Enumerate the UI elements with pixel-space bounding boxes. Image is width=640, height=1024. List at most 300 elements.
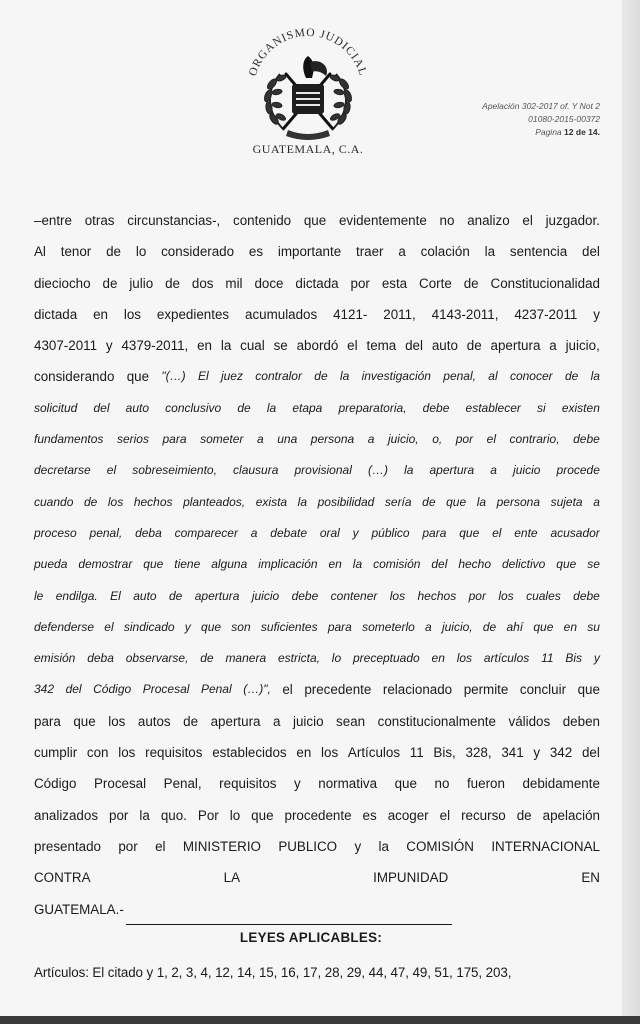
word: a (273, 713, 281, 729)
word: debe (422, 400, 450, 415)
word: debate (270, 525, 307, 540)
word: comisión (373, 557, 421, 572)
word: los (118, 745, 136, 761)
word: suficientes (260, 619, 318, 634)
page-total: 14. (588, 127, 600, 137)
word: etapa (292, 400, 323, 415)
word: mil (225, 275, 243, 291)
word: apertura (194, 588, 240, 603)
word: provisional (294, 463, 352, 478)
word: auto (133, 588, 157, 603)
word: persona (310, 432, 355, 447)
word: del (93, 400, 110, 415)
word: la (339, 369, 350, 384)
word: de (102, 275, 118, 291)
word: de (422, 494, 436, 509)
word: el (492, 525, 502, 540)
word: endilga. (55, 588, 98, 603)
word: serios (116, 432, 149, 447)
last-line-text: GUATEMALA.- (34, 901, 124, 917)
word: juez (220, 369, 243, 384)
word: que (251, 807, 274, 823)
word: y (105, 338, 113, 354)
word: es (248, 244, 264, 260)
word: juicio, (565, 338, 600, 354)
word: expedientes (156, 306, 230, 322)
text-line (34, 361, 600, 392)
word: acusador (550, 525, 600, 540)
word: cumplir (34, 745, 78, 761)
word: posibilidad (317, 494, 375, 509)
word: la (139, 807, 150, 823)
word: juicio (513, 463, 541, 478)
word: del (405, 338, 423, 354)
text-line (34, 768, 600, 799)
text-line (34, 330, 600, 361)
word: a (250, 525, 258, 540)
word: circunstancias-, (127, 213, 221, 228)
word: de (466, 338, 482, 354)
word: apertura (210, 713, 261, 729)
word: debe (573, 432, 600, 447)
word: procede (556, 463, 600, 478)
word: los (123, 306, 141, 322)
word: Bis (565, 651, 583, 666)
word: a (425, 619, 432, 634)
word: para (162, 432, 187, 447)
word: una (277, 432, 298, 447)
word: Código (93, 682, 132, 697)
word: dictada (34, 306, 78, 322)
word: 11 (541, 651, 554, 666)
word: 4379-2011, (121, 338, 189, 354)
word: (…)", (243, 682, 271, 697)
text-line (34, 393, 600, 424)
word: observarse, (125, 651, 189, 666)
text-line (34, 236, 600, 267)
word: a (367, 432, 375, 447)
word: 4237-2011 (514, 306, 578, 322)
text-line (34, 581, 600, 612)
seal-caption: GUATEMALA, C.A. (252, 142, 364, 156)
word: del (431, 557, 448, 572)
word: que (533, 619, 554, 634)
word: 11 (409, 745, 424, 761)
word: El (197, 369, 209, 384)
word: que (394, 776, 417, 792)
word: debe (573, 588, 600, 603)
word: El (110, 588, 121, 603)
word: quo. (160, 807, 187, 823)
word: de (482, 619, 497, 634)
word: el (486, 432, 496, 447)
word: que (201, 619, 222, 634)
word: juicio (251, 588, 280, 603)
word: cuando (34, 494, 74, 509)
word: hecho (458, 557, 492, 572)
word: el (522, 213, 533, 228)
word: el (439, 807, 451, 823)
word: considerando (34, 369, 115, 385)
word: cual (240, 338, 265, 354)
word: contener (330, 588, 378, 603)
word: cuales (526, 588, 561, 603)
word: precedente (304, 682, 372, 698)
word: de (168, 588, 183, 603)
text-line (34, 737, 600, 768)
word: a (593, 494, 600, 509)
word: tiene (174, 557, 201, 572)
word: artículos (483, 651, 530, 666)
word: normativa (318, 776, 378, 792)
word: tenor (60, 244, 92, 260)
word: se (587, 557, 600, 572)
word: oral (319, 525, 340, 540)
text-line (34, 299, 600, 330)
fill-rule (126, 894, 452, 925)
word: emisión (34, 651, 76, 666)
page-current: 12 (564, 127, 574, 137)
page-label: Pagina (535, 127, 562, 137)
word: sean (336, 713, 366, 729)
word: con (86, 745, 109, 761)
word: lo (331, 651, 342, 666)
word: estricta, (277, 651, 320, 666)
word: Por (197, 807, 219, 823)
word: el (282, 682, 293, 698)
word: que (446, 494, 467, 509)
word: le (34, 588, 44, 603)
word: no (439, 213, 455, 228)
word: colación (420, 244, 470, 260)
word: a (549, 338, 557, 354)
word: contralor (255, 369, 302, 384)
word: permite (463, 682, 509, 698)
word: establecidos (212, 745, 287, 761)
word: dictada (295, 275, 339, 291)
word: Al (34, 244, 46, 260)
word: deba (87, 651, 114, 666)
word: en (431, 651, 445, 666)
text-line (34, 549, 600, 580)
word: sobreseimiento, (132, 463, 217, 478)
word: por (109, 807, 129, 823)
word: los (321, 745, 339, 761)
word: ente (514, 525, 538, 540)
word: concluir (519, 682, 567, 698)
word: a (398, 244, 406, 260)
word: conclusivo (165, 400, 222, 415)
case-reference (482, 100, 600, 139)
word: relacionado (382, 682, 453, 698)
word: en (328, 557, 342, 572)
case-number: 01080-2015-00372 (528, 114, 600, 124)
word: Corte (419, 275, 452, 291)
word: Procesal (93, 776, 147, 792)
word: que (73, 713, 96, 729)
word: que (303, 213, 327, 228)
word: 4307-2011 (34, 338, 98, 354)
word: los (389, 588, 406, 603)
word: analizo (467, 213, 510, 228)
word: para (327, 619, 352, 634)
word: Constitucionalidad (490, 275, 600, 291)
word: de (106, 244, 122, 260)
word: no (434, 776, 450, 792)
word: establecer (465, 400, 521, 415)
word: COMISIÓN (406, 838, 474, 854)
word: existen (561, 400, 600, 415)
word: fueron (466, 776, 505, 792)
word: de (314, 369, 328, 384)
word: y (593, 306, 600, 322)
word: a (256, 432, 264, 447)
word: esta (381, 275, 408, 291)
word: sería (384, 494, 412, 509)
word: julio (129, 275, 154, 291)
word: 4143-2011, (431, 306, 499, 322)
word: importante (277, 244, 342, 260)
word: válidos (508, 713, 551, 729)
page-edge (622, 0, 640, 1024)
word: el (347, 338, 358, 354)
word: ahí (506, 619, 524, 634)
word: planteados, (183, 494, 246, 509)
bottom-bar (0, 1016, 640, 1024)
section-heading: LEYES APLICABLES: (239, 930, 383, 945)
word: debidamente (522, 776, 600, 792)
word: deba (135, 525, 162, 540)
word: hechos (133, 494, 173, 509)
page-separator: de (575, 127, 586, 137)
word: autos (137, 713, 171, 729)
word: de (463, 275, 479, 291)
word: apertura (429, 463, 475, 478)
word: EN (581, 870, 600, 886)
word: 342 (549, 745, 573, 761)
word: demostrar (78, 557, 133, 572)
text-line (34, 612, 600, 643)
word: de (183, 713, 199, 729)
text-line (34, 455, 600, 486)
word: Penal (200, 682, 232, 697)
word: y (354, 838, 362, 854)
word: tema (366, 338, 397, 354)
word: delictivo (501, 557, 546, 572)
word: el (104, 619, 114, 634)
word: auto (431, 338, 458, 354)
word: por (118, 838, 138, 854)
word: por (455, 432, 474, 447)
word: que (143, 557, 164, 572)
word: son (231, 619, 251, 634)
word: la (266, 400, 277, 415)
word: contenido (233, 213, 292, 228)
text-line (34, 518, 600, 549)
word: del (65, 682, 82, 697)
word: de (237, 400, 251, 415)
word: apelación (542, 807, 600, 823)
word: es (362, 807, 377, 823)
word: presentado (34, 838, 102, 854)
page-number (482, 126, 600, 139)
word: dieciocho (34, 275, 91, 291)
word: acoger (387, 807, 429, 823)
text-line (34, 674, 600, 705)
word: CONTRA (34, 870, 91, 886)
word: comparecer (174, 525, 238, 540)
word: decretarse (34, 463, 91, 478)
word: INTERNACIONAL (491, 838, 600, 854)
text-line (34, 424, 600, 455)
word: "(…) (161, 369, 186, 384)
word: la (404, 463, 414, 478)
word: someter (200, 432, 244, 447)
word: la (484, 244, 496, 260)
word: deben (562, 713, 600, 729)
word: y (533, 745, 541, 761)
word: requisitos (219, 776, 277, 792)
word: evidentemente (338, 213, 427, 228)
word: en (93, 306, 108, 322)
word: que (126, 369, 150, 385)
word: el (106, 463, 117, 478)
word: penal, (443, 369, 476, 384)
word: y (184, 619, 191, 634)
word: en (197, 338, 212, 354)
word: de (516, 807, 532, 823)
word: LA (223, 870, 241, 886)
word: del (581, 745, 600, 761)
word: para (34, 713, 61, 729)
word: apertura (490, 338, 541, 354)
word: y (294, 776, 301, 792)
text-line (34, 800, 600, 831)
word: el (155, 838, 166, 854)
word: traer (355, 244, 384, 260)
word: de (83, 494, 98, 509)
word: y (593, 651, 600, 666)
word: preceptuado (352, 651, 420, 666)
word: 342 (34, 682, 55, 697)
word: PUBLICO (278, 838, 338, 854)
word: contrario, (509, 432, 560, 447)
word: alguna (211, 557, 248, 572)
word: los (108, 713, 126, 729)
text-line-last (34, 894, 600, 925)
word: sindicado (123, 619, 175, 634)
word: se (273, 338, 288, 354)
word: en (563, 619, 577, 634)
word: que (556, 557, 577, 572)
word: Artículos (347, 745, 401, 761)
word: los (498, 588, 514, 603)
case-line: Apelación 302-2017 of. Y Not 2 (482, 101, 600, 111)
word: 328, (465, 745, 492, 761)
word: por (350, 275, 370, 291)
word: penal, (89, 525, 123, 540)
judicial-seal-logo (232, 12, 384, 162)
word: sujeta (550, 494, 583, 509)
word: y (352, 525, 359, 540)
word: lo (135, 244, 147, 260)
word: de (564, 369, 579, 384)
word: la (297, 494, 308, 509)
word: los (107, 494, 124, 509)
word: constitucionalmente (377, 713, 496, 729)
word: investigación (361, 369, 431, 384)
word: su (587, 619, 600, 634)
word: lo (229, 807, 241, 823)
word: juicio, (387, 432, 419, 447)
word: acumulados (245, 306, 318, 322)
word: pueda (34, 557, 68, 572)
word: exista (255, 494, 288, 509)
seal-text: ORGANISMO JUDICIAL (246, 26, 370, 78)
word: hechos (417, 588, 457, 603)
word: de (200, 651, 214, 666)
word: IMPUNIDAD (373, 870, 449, 886)
word: la (220, 338, 232, 354)
word: del (582, 244, 600, 260)
word: 4121- (333, 306, 368, 322)
word: considerado (161, 244, 235, 260)
word: –entre (34, 213, 72, 228)
word: debe (291, 588, 319, 603)
word: auto (125, 400, 150, 415)
word: la (476, 494, 487, 509)
word: Penal, (163, 776, 202, 792)
word: de (165, 275, 180, 291)
word: conocer (509, 369, 553, 384)
text-line (34, 205, 600, 236)
word: (…) (367, 463, 388, 478)
word: otras (84, 213, 115, 228)
word: MINISTERIO (182, 838, 261, 854)
word: someterlo (362, 619, 415, 634)
word: para (422, 525, 447, 540)
word: abordó (296, 338, 339, 354)
word: si (537, 400, 546, 415)
word: en (296, 745, 312, 761)
word: que (577, 682, 600, 698)
word: juicio, (441, 619, 473, 634)
word: por (468, 588, 486, 603)
text-line (34, 268, 600, 299)
word: doce (254, 275, 284, 291)
text-line (34, 862, 600, 893)
document-body (34, 205, 600, 925)
word: juicio (293, 713, 324, 729)
word: 2011, (383, 306, 416, 322)
text-line (34, 643, 600, 674)
word: que (459, 525, 480, 540)
word: o, (432, 432, 443, 447)
word: requisitos (145, 745, 203, 761)
word: Código (34, 776, 77, 792)
word: solicitud (34, 400, 78, 415)
text-line (34, 487, 600, 518)
word: manera (225, 651, 267, 666)
word: Bis, (433, 745, 456, 761)
word: la (378, 838, 389, 854)
word: preparatoria, (338, 400, 407, 415)
word: fundamentos (34, 432, 104, 447)
word: Procesal (142, 682, 190, 697)
word: juzgador. (545, 213, 600, 228)
articles-line: Artículos: El citado y 1, 2, 3, 4, 12, 14, 15, 16, 17, 28, 29, 44, 47, 49, 51, 175, 203, (34, 965, 512, 980)
word: dos (191, 275, 214, 291)
